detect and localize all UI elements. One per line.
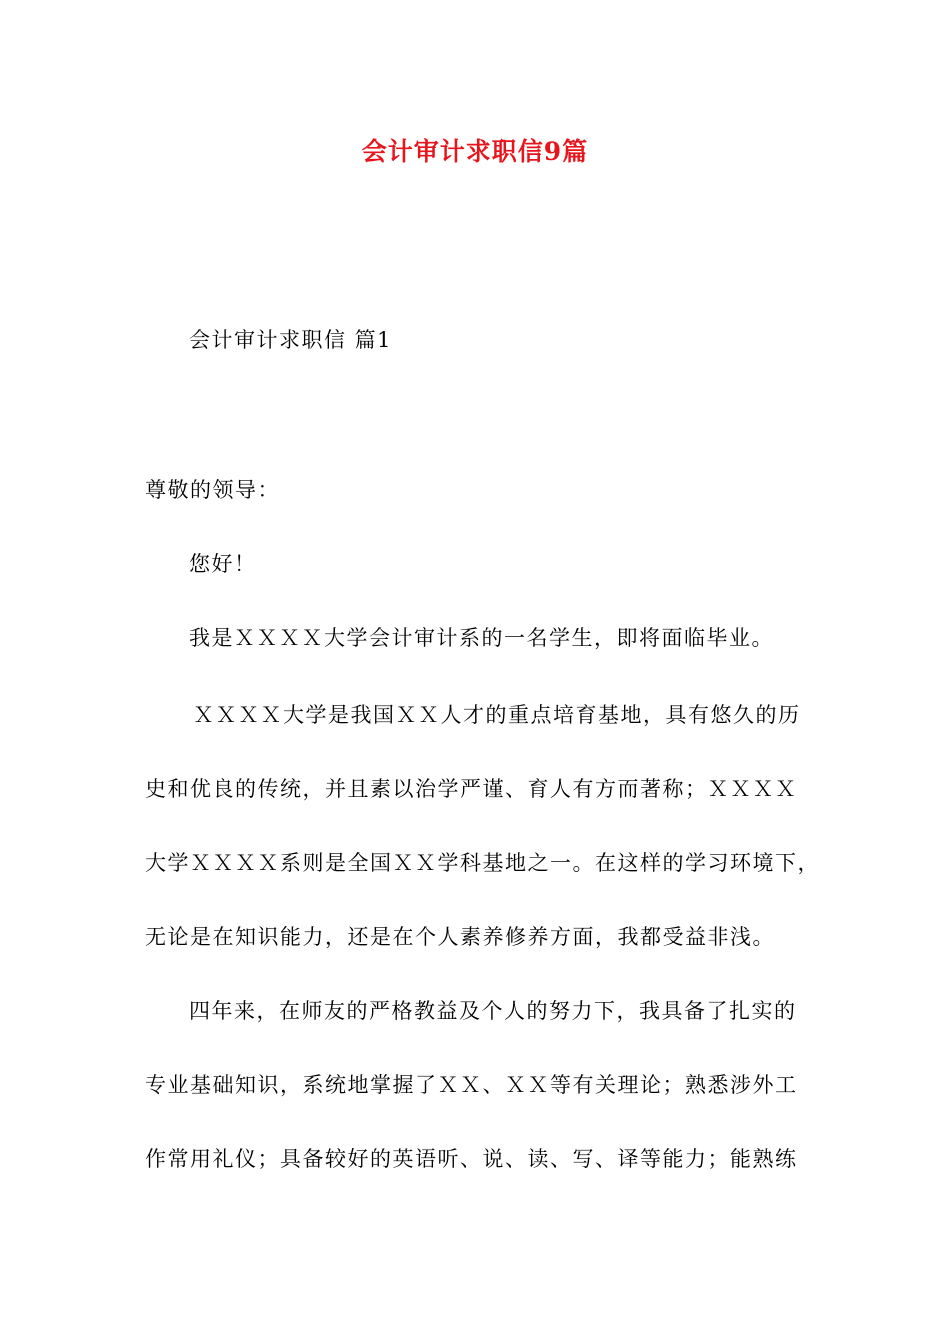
greeting: 您好！ — [189, 552, 257, 576]
paragraph-line: 史和优良的传统，并且素以治学严谨、育人有方而著称；ＸＸＸＸ — [145, 777, 798, 801]
document-title: 会计审计求职信9篇 — [361, 137, 589, 166]
paragraph-line: ＸＸＸＸ大学是我国ＸＸ人才的重点培育基地，具有悠久的历 — [193, 703, 801, 727]
paragraph-line: 四年来，在师友的严格教益及个人的努力下，我具备了扎实的 — [189, 999, 797, 1023]
paragraph-line: 作常用礼仪；具备较好的英语听、说、读、写、译等能力；能熟练 — [145, 1147, 798, 1171]
paragraph-line: 专业基础知识，系统地掌握了ＸＸ、ＸＸ等有关理论；熟悉涉外工 — [145, 1073, 798, 1097]
salutation: 尊敬的领导： — [145, 478, 280, 502]
section-heading: 会计审计求职信 篇1 — [189, 328, 393, 352]
paragraph-line: 大学ＸＸＸＸ系则是全国ＸＸ学科基地之一。在这样的学习环境下， — [145, 851, 820, 875]
paragraph-line: 无论是在知识能力，还是在个人素养修养方面，我都受益非浅。 — [145, 925, 775, 949]
paragraph-line: 我是ＸＸＸＸ大学会计审计系的一名学生，即将面临毕业。 — [189, 626, 774, 650]
